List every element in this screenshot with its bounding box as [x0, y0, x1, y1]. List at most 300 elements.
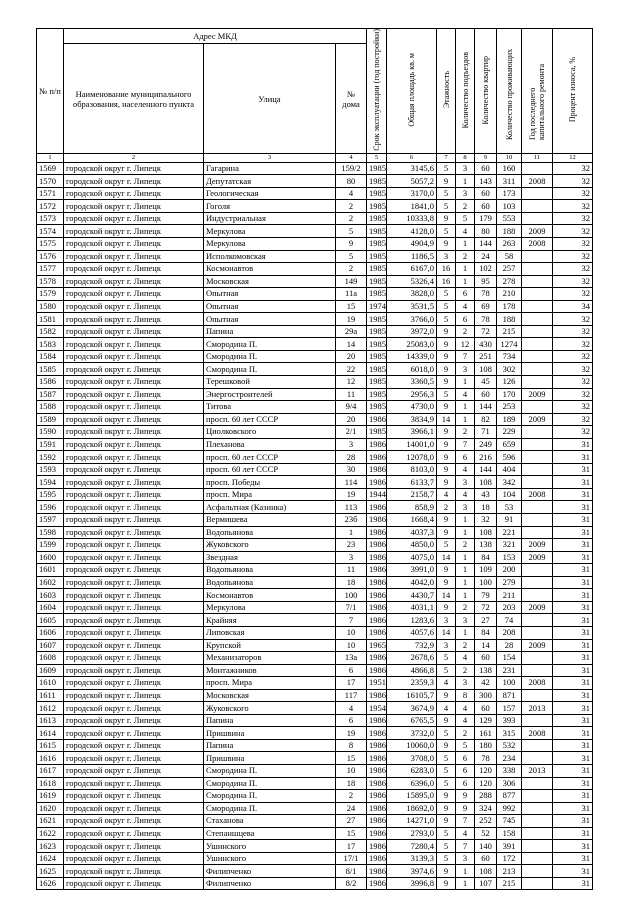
table-row	[37, 476, 593, 489]
repair-year-cell	[522, 476, 553, 489]
entrances-cell: 4	[456, 463, 475, 476]
wear-percent-cell: 31	[553, 564, 593, 577]
street-cell: Монтажников	[204, 664, 336, 677]
house-number-cell: 20	[336, 413, 367, 426]
wear-percent-cell: 31	[553, 877, 593, 890]
entrances-cell: 7	[456, 840, 475, 853]
build-year-cell: 1986	[367, 501, 387, 514]
entrances-cell: 4	[456, 488, 475, 501]
wear-percent-cell: 31	[553, 451, 593, 464]
residents-cell: 200	[497, 564, 522, 577]
apartments-cell: 32	[475, 514, 497, 527]
residents-cell: 157	[497, 702, 522, 715]
municipality-cell: городской округ г. Липецк	[64, 388, 204, 401]
floors-cell: 16	[437, 263, 456, 276]
repair-year-cell	[522, 200, 553, 213]
floors-cell: 9	[437, 175, 456, 188]
build-year-cell: 1986	[367, 476, 387, 489]
apartments-cell: 129	[475, 714, 497, 727]
house-number-cell: 17/1	[336, 852, 367, 865]
table-row	[37, 275, 593, 288]
floors-cell: 9	[437, 338, 456, 351]
total-area-cell: 4904,9	[387, 238, 437, 251]
wear-percent-cell: 32	[553, 325, 593, 338]
total-area-cell: 4128,0	[387, 225, 437, 238]
entrances-cell: 1	[456, 626, 475, 639]
entrances-cell: 6	[456, 288, 475, 301]
build-year-cell: 1985	[367, 238, 387, 251]
street-cell: Смородина П.	[204, 764, 336, 777]
house-number-cell: 6	[336, 714, 367, 727]
entrances-cell: 2	[456, 325, 475, 338]
table-row	[37, 727, 593, 740]
municipality-cell: городской округ г. Липецк	[64, 714, 204, 727]
repair-year-cell: 2008	[522, 175, 553, 188]
header-municipality: Наименование муниципального образования, населенного пункта	[64, 44, 204, 153]
residents-cell: 170	[497, 388, 522, 401]
row-number-cell: 1613	[37, 714, 64, 727]
residents-cell: 992	[497, 802, 522, 815]
street-cell: Механизаторов	[204, 652, 336, 665]
table-row	[37, 501, 593, 514]
house-number-cell: 10	[336, 639, 367, 652]
wear-percent-cell: 32	[553, 338, 593, 351]
table-row	[37, 376, 593, 389]
street-cell: Звездная	[204, 551, 336, 564]
wear-percent-cell: 32	[553, 275, 593, 288]
house-number-cell: 22	[336, 363, 367, 376]
repair-year-cell	[522, 162, 553, 175]
residents-cell: 178	[497, 300, 522, 313]
residents-cell: 596	[497, 451, 522, 464]
total-area-cell: 6283,0	[387, 764, 437, 777]
house-number-cell: 13а	[336, 652, 367, 665]
wear-percent-cell: 31	[553, 852, 593, 865]
wear-percent-cell: 32	[553, 162, 593, 175]
wear-percent-cell: 32	[553, 376, 593, 389]
municipality-cell: городской округ г. Липецк	[64, 777, 204, 790]
residents-cell: 74	[497, 614, 522, 627]
column-number: 4	[336, 153, 367, 162]
entrances-cell: 6	[456, 752, 475, 765]
floors-cell: 9	[437, 238, 456, 251]
total-area-cell: 3674,9	[387, 702, 437, 715]
house-number-cell: 27	[336, 815, 367, 828]
build-year-cell: 1986	[367, 438, 387, 451]
build-year-cell: 1985	[367, 376, 387, 389]
apartments-cell: 144	[475, 401, 497, 414]
wear-percent-cell: 31	[553, 652, 593, 665]
apartments-cell: 251	[475, 350, 497, 363]
municipality-cell: городской округ г. Липецк	[64, 551, 204, 564]
total-area-cell: 18692,0	[387, 802, 437, 815]
house-number-cell: 80	[336, 175, 367, 188]
entrances-cell: 2	[456, 664, 475, 677]
residents-cell: 173	[497, 187, 522, 200]
build-year-cell: 1986	[367, 689, 387, 702]
apartments-cell: 60	[475, 187, 497, 200]
apartments-cell: 60	[475, 388, 497, 401]
floors-cell: 14	[437, 589, 456, 602]
total-area-cell: 4042,0	[387, 576, 437, 589]
apartments-cell: 78	[475, 752, 497, 765]
floors-cell: 5	[437, 187, 456, 200]
entrances-cell: 6	[456, 777, 475, 790]
wear-percent-cell: 31	[553, 840, 593, 853]
entrances-cell: 1	[456, 576, 475, 589]
total-area-cell: 14001,0	[387, 438, 437, 451]
build-year-cell: 1986	[367, 815, 387, 828]
municipality-cell: городской округ г. Липецк	[64, 840, 204, 853]
municipality-cell: городской округ г. Липецк	[64, 815, 204, 828]
street-cell: Меркулова	[204, 601, 336, 614]
wear-percent-cell: 31	[553, 476, 593, 489]
row-number-cell: 1608	[37, 652, 64, 665]
municipality-cell: городской округ г. Липецк	[64, 250, 204, 263]
table-row	[37, 827, 593, 840]
floors-cell: 9	[437, 601, 456, 614]
floors-cell: 5	[437, 388, 456, 401]
row-number-cell: 1623	[37, 840, 64, 853]
row-number-cell: 1597	[37, 514, 64, 527]
entrances-cell: 9	[456, 802, 475, 815]
repair-year-cell	[522, 689, 553, 702]
street-cell: Пришвина	[204, 727, 336, 740]
column-number: 3	[204, 153, 336, 162]
build-year-cell: 1951	[367, 677, 387, 690]
floors-cell: 5	[437, 777, 456, 790]
total-area-cell: 4430,7	[387, 589, 437, 602]
apartments-cell: 120	[475, 764, 497, 777]
house-number-cell: 1	[336, 526, 367, 539]
street-cell: Смородина П.	[204, 802, 336, 815]
floors-cell: 9	[437, 325, 456, 338]
column-number-row	[37, 153, 593, 162]
total-area-cell: 1668,4	[387, 514, 437, 527]
build-year-cell: 1986	[367, 727, 387, 740]
total-area-cell: 4850,0	[387, 539, 437, 552]
table-row	[37, 664, 593, 677]
wear-percent-cell: 31	[553, 501, 593, 514]
total-area-cell: 16105,7	[387, 689, 437, 702]
row-number-cell: 1624	[37, 852, 64, 865]
municipality-cell: городской округ г. Липецк	[64, 677, 204, 690]
table-row	[37, 250, 593, 263]
apartments-cell: 60	[475, 200, 497, 213]
street-cell: Смородина П.	[204, 350, 336, 363]
floors-cell: 3	[437, 250, 456, 263]
residents-cell: 745	[497, 815, 522, 828]
municipality-cell: городской округ г. Липецк	[64, 601, 204, 614]
apartments-cell: 252	[475, 815, 497, 828]
row-number-cell: 1584	[37, 350, 64, 363]
column-number: 5	[367, 153, 387, 162]
street-cell: Московская	[204, 689, 336, 702]
repair-year-cell	[522, 501, 553, 514]
entrances-cell: 1	[456, 263, 475, 276]
floors-cell: 9	[437, 451, 456, 464]
house-number-cell: 9	[336, 238, 367, 251]
build-year-cell: 1985	[367, 212, 387, 225]
municipality-cell: городской округ г. Липецк	[64, 764, 204, 777]
residents-cell: 100	[497, 677, 522, 690]
row-number-cell: 1590	[37, 426, 64, 439]
apartments-cell: 69	[475, 300, 497, 313]
municipality-cell: городской округ г. Липецк	[64, 702, 204, 715]
row-number-cell: 1605	[37, 614, 64, 627]
repair-year-cell	[522, 250, 553, 263]
row-number-cell: 1574	[37, 225, 64, 238]
build-year-cell: 1986	[367, 865, 387, 878]
house-number-cell: 6	[336, 664, 367, 677]
street-cell: Плеханова	[204, 438, 336, 451]
floors-cell: 9	[437, 790, 456, 803]
build-year-cell: 1986	[367, 752, 387, 765]
apartments-cell: 180	[475, 739, 497, 752]
repair-year-cell	[522, 426, 553, 439]
municipality-cell: городской округ г. Липецк	[64, 739, 204, 752]
street-cell: Смородина П.	[204, 790, 336, 803]
apartments-cell: 60	[475, 652, 497, 665]
floors-cell: 5	[437, 225, 456, 238]
wear-percent-cell: 32	[553, 238, 593, 251]
total-area-cell: 4037,3	[387, 526, 437, 539]
entrances-cell: 4	[456, 827, 475, 840]
build-year-cell: 1986	[367, 827, 387, 840]
repair-year-cell	[522, 363, 553, 376]
header-residents: Количество проживающих	[497, 29, 522, 154]
apartments-cell: 14	[475, 639, 497, 652]
total-area-cell: 3834,9	[387, 413, 437, 426]
municipality-cell: городской округ г. Липецк	[64, 200, 204, 213]
residents-cell: 154	[497, 652, 522, 665]
repair-year-cell	[522, 300, 553, 313]
entrances-cell: 3	[456, 677, 475, 690]
floors-cell: 3	[437, 614, 456, 627]
total-area-cell: 2359,3	[387, 677, 437, 690]
floors-cell: 9	[437, 714, 456, 727]
apartments-cell: 161	[475, 727, 497, 740]
table-row	[37, 877, 593, 890]
apartments-cell: 80	[475, 225, 497, 238]
residents-cell: 278	[497, 275, 522, 288]
row-number-cell: 1622	[37, 827, 64, 840]
residents-cell: 188	[497, 313, 522, 326]
row-number-cell: 1591	[37, 438, 64, 451]
wear-percent-cell: 31	[553, 614, 593, 627]
house-number-cell: 11	[336, 388, 367, 401]
residents-cell: 215	[497, 877, 522, 890]
entrances-cell: 4	[456, 225, 475, 238]
total-area-cell: 3996,8	[387, 877, 437, 890]
row-number-cell: 1586	[37, 376, 64, 389]
header-repair: Год последнего капитального ремонта	[522, 29, 553, 154]
entrances-cell: 3	[456, 476, 475, 489]
build-year-cell: 1985	[367, 263, 387, 276]
apartments-cell: 300	[475, 689, 497, 702]
street-cell: Опытная	[204, 288, 336, 301]
street-cell: просп. 60 лет СССР	[204, 413, 336, 426]
wear-percent-cell: 31	[553, 539, 593, 552]
build-year-cell: 1985	[367, 325, 387, 338]
entrances-cell: 1	[456, 564, 475, 577]
house-number-cell: 28	[336, 451, 367, 464]
total-area-cell: 3828,0	[387, 288, 437, 301]
apartments-cell: 120	[475, 777, 497, 790]
build-year-cell: 1986	[367, 514, 387, 527]
total-area-cell: 3766,0	[387, 313, 437, 326]
house-number-cell: 30	[336, 463, 367, 476]
wear-percent-cell: 32	[553, 288, 593, 301]
table-row	[37, 790, 593, 803]
repair-year-cell: 2009	[522, 601, 553, 614]
apartments-cell: 60	[475, 702, 497, 715]
wear-percent-cell: 31	[553, 488, 593, 501]
row-number-cell: 1583	[37, 338, 64, 351]
build-year-cell: 1986	[367, 777, 387, 790]
table-row	[37, 714, 593, 727]
street-cell: Опытная	[204, 313, 336, 326]
residents-cell: 253	[497, 401, 522, 414]
total-area-cell: 3145,6	[387, 162, 437, 175]
repair-year-cell: 2009	[522, 225, 553, 238]
repair-year-cell: 2008	[522, 677, 553, 690]
wear-percent-cell: 32	[553, 388, 593, 401]
total-area-cell: 8103,0	[387, 463, 437, 476]
street-cell: Крупской	[204, 639, 336, 652]
wear-percent-cell: 31	[553, 752, 593, 765]
floors-cell: 5	[437, 652, 456, 665]
entrances-cell: 6	[456, 451, 475, 464]
house-number-cell: 24	[336, 802, 367, 815]
house-number-cell: 9/4	[336, 401, 367, 414]
floors-cell: 5	[437, 539, 456, 552]
column-number: 11	[522, 153, 553, 162]
build-year-cell: 1986	[367, 589, 387, 602]
residents-cell: 229	[497, 426, 522, 439]
municipality-cell: городской округ г. Липецк	[64, 589, 204, 602]
municipality-cell: городской округ г. Липецк	[64, 689, 204, 702]
column-number: 6	[387, 153, 437, 162]
entrances-cell: 3	[456, 501, 475, 514]
build-year-cell: 1985	[367, 275, 387, 288]
build-year-cell: 1986	[367, 539, 387, 552]
residents-cell: 553	[497, 212, 522, 225]
table-row	[37, 350, 593, 363]
column-number: 10	[497, 153, 522, 162]
wear-percent-cell: 32	[553, 363, 593, 376]
apartments-cell: 95	[475, 275, 497, 288]
table-row	[37, 551, 593, 564]
row-number-cell: 1616	[37, 752, 64, 765]
municipality-cell: городской округ г. Липецк	[64, 300, 204, 313]
build-year-cell: 1954	[367, 702, 387, 715]
apartments-cell: 430	[475, 338, 497, 351]
house-number-cell: 5	[336, 250, 367, 263]
entrances-cell: 7	[456, 815, 475, 828]
floors-cell: 14	[437, 551, 456, 564]
build-year-cell: 1986	[367, 413, 387, 426]
build-year-cell: 1986	[367, 652, 387, 665]
build-year-cell: 1986	[367, 739, 387, 752]
table-row	[37, 263, 593, 276]
house-number-cell: 18	[336, 576, 367, 589]
street-cell: Опытная	[204, 300, 336, 313]
floors-cell: 5	[437, 300, 456, 313]
street-cell: просп. 60 лет СССР	[204, 451, 336, 464]
table-row	[37, 840, 593, 853]
apartments-cell: 78	[475, 288, 497, 301]
apartments-cell: 143	[475, 175, 497, 188]
repair-year-cell: 2009	[522, 388, 553, 401]
municipality-cell: городской округ г. Липецк	[64, 426, 204, 439]
repair-year-cell	[522, 865, 553, 878]
table-row	[37, 601, 593, 614]
municipality-cell: городской округ г. Липецк	[64, 376, 204, 389]
residents-cell: 189	[497, 413, 522, 426]
build-year-cell: 1985	[367, 363, 387, 376]
total-area-cell: 3170,0	[387, 187, 437, 200]
floors-cell: 16	[437, 275, 456, 288]
street-cell: Терешковой	[204, 376, 336, 389]
column-numbers-row	[37, 153, 593, 162]
row-number-cell: 1601	[37, 564, 64, 577]
residents-cell: 734	[497, 350, 522, 363]
entrances-cell: 1	[456, 238, 475, 251]
row-number-cell: 1617	[37, 764, 64, 777]
residents-cell: 393	[497, 714, 522, 727]
total-area-cell: 3732,0	[387, 727, 437, 740]
total-area-cell: 6167,0	[387, 263, 437, 276]
street-cell: Исполкомовская	[204, 250, 336, 263]
total-area-cell: 6396,0	[387, 777, 437, 790]
street-cell: Водопьянова	[204, 576, 336, 589]
house-number-cell: 8/2	[336, 877, 367, 890]
table-row	[37, 526, 593, 539]
total-area-cell: 4031,1	[387, 601, 437, 614]
repair-year-cell: 2009	[522, 413, 553, 426]
entrances-cell: 3	[456, 162, 475, 175]
build-year-cell: 1965	[367, 639, 387, 652]
row-number-cell: 1603	[37, 589, 64, 602]
apartments-cell: 43	[475, 488, 497, 501]
street-cell: Космонавтов	[204, 589, 336, 602]
municipality-cell: городской округ г. Липецк	[64, 275, 204, 288]
build-year-cell: 1986	[367, 614, 387, 627]
table-row	[37, 677, 593, 690]
row-number-cell: 1588	[37, 401, 64, 414]
build-year-cell: 1974	[367, 300, 387, 313]
street-cell: Космонавтов	[204, 263, 336, 276]
floors-cell: 9	[437, 376, 456, 389]
municipality-cell: городской округ г. Липецк	[64, 526, 204, 539]
floors-cell: 9	[437, 689, 456, 702]
table-row	[37, 413, 593, 426]
residents-cell: 306	[497, 777, 522, 790]
floors-cell: 5	[437, 664, 456, 677]
total-area-cell: 4730,0	[387, 401, 437, 414]
document-page	[36, 28, 592, 890]
row-number-cell: 1585	[37, 363, 64, 376]
total-area-cell: 3966,1	[387, 426, 437, 439]
table-row	[37, 815, 593, 828]
street-cell: Папина	[204, 739, 336, 752]
floors-cell: 5	[437, 313, 456, 326]
apartments-cell: 108	[475, 363, 497, 376]
municipality-cell: городской округ г. Липецк	[64, 438, 204, 451]
total-area-cell: 3991,0	[387, 564, 437, 577]
row-number-cell: 1595	[37, 488, 64, 501]
